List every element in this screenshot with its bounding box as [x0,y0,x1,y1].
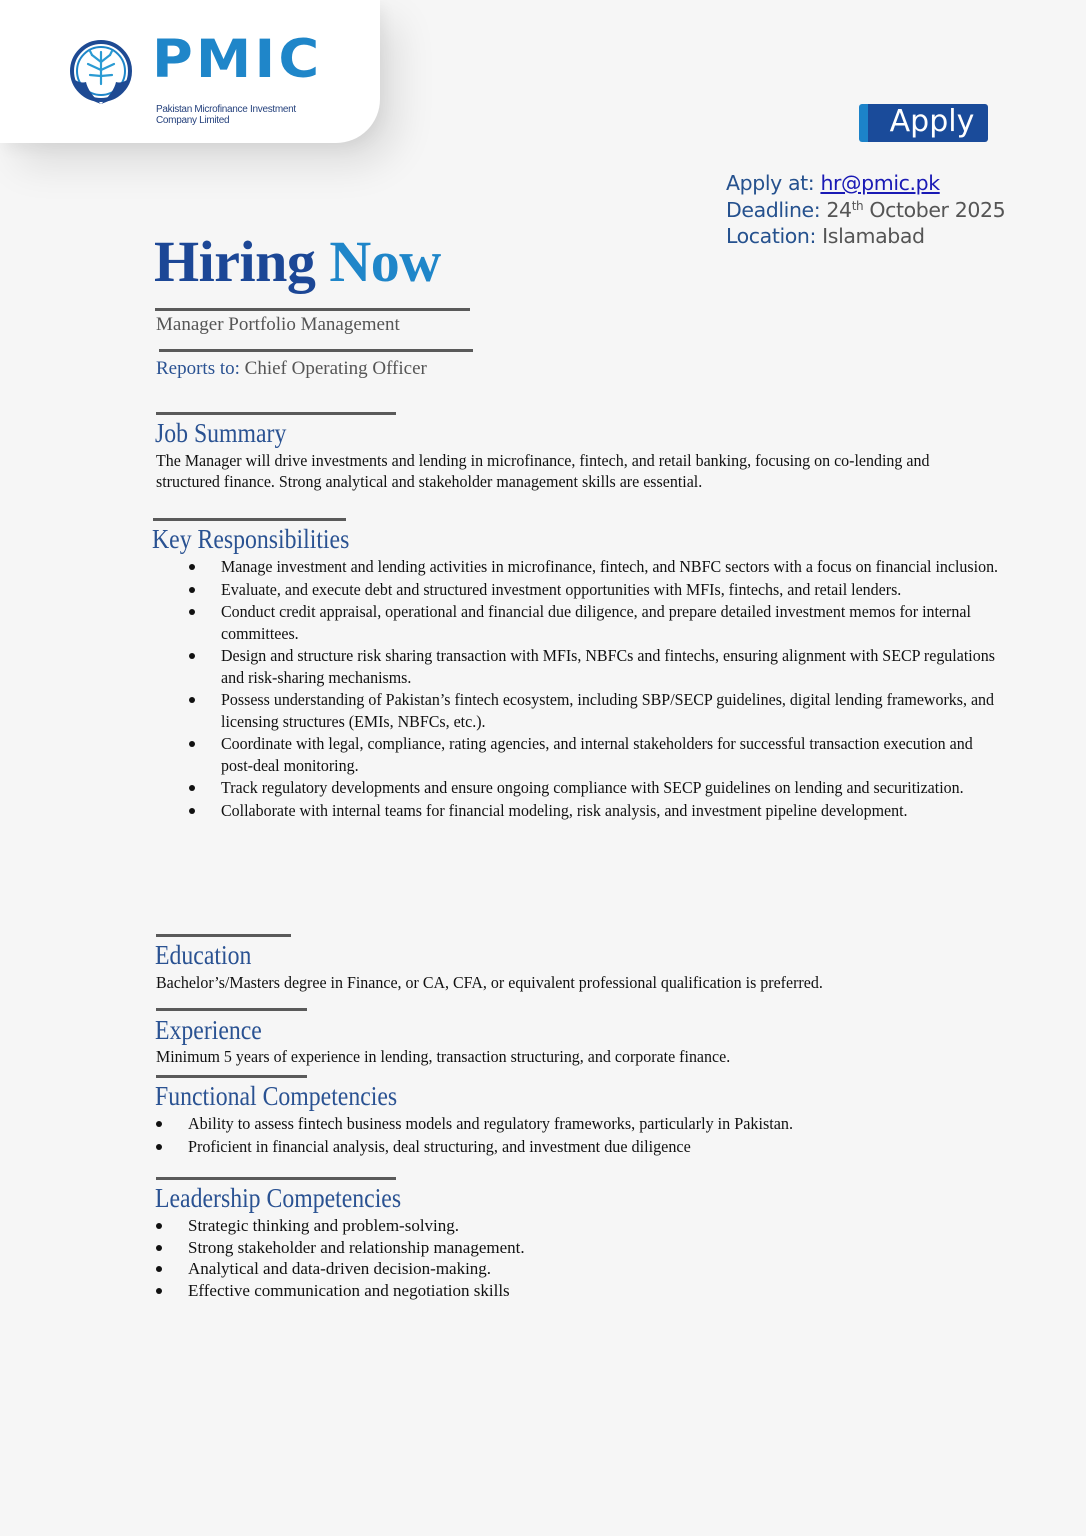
divider [155,308,470,311]
list-item: Proficient in financial analysis, deal structuring, and investment due diligence [155,1136,948,1158]
list-item: Analytical and data-driven decision-making. [155,1258,688,1280]
bullet-icon [189,697,195,703]
list-item: Strong stakeholder and relationship management. [155,1237,688,1259]
list-item: Effective communication and negotiation skills [155,1280,688,1302]
list-item: Design and structure risk sharing transaction with MFIs, NBFCs and fintechs, ensuring alignment with SECP regulations and risk-sharing mechanisms. [155,645,1011,688]
bullet-icon [156,1223,162,1229]
logo-wordmark: PMIC [152,29,323,90]
deadline-rest: October 2025 [869,197,1006,222]
functional-competencies-list [155,1113,948,1159]
divider [156,412,396,415]
functional-competencies-heading: Functional Competencies [155,1081,398,1111]
list-item: Strategic thinking and problem-solving. [155,1215,688,1237]
reports-to-label: Reports to: [156,358,240,379]
divider [156,934,291,937]
apply-info [726,170,1005,250]
apply-at-label: Apply at: [726,171,815,195]
location-label: Location: [726,224,817,248]
leadership-competencies-list [155,1215,688,1301]
reports-to [156,358,427,380]
bullet-icon [156,1121,162,1127]
header-card [0,0,380,143]
list-item: Collaborate with internal teams for financial modeling, risk analysis, and investment pipeline development. [155,800,1011,822]
bullet-icon [189,587,195,593]
experience-text: Minimum 5 years of experience in lending, transaction structuring, and corporate finance. [156,1047,731,1066]
list-item: Conduct credit appraisal, operational and financial due diligence, and prepare detailed investment memos for internal committees. [155,601,1011,644]
bullet-icon [156,1266,162,1272]
logo-subtitle: Pakistan Microfinance Investment Company Limited [156,104,296,126]
education-text: Bachelor’s/Masters degree in Finance, or CA, CFA, or equivalent professional qualification is preferred. [156,973,823,992]
apply-at-line [726,170,1005,197]
list-item: Evaluate, and execute debt and structured investment opportunities with MFIs, fintechs, and retail lenders. [155,579,1011,601]
leadership-competencies-heading: Leadership Competencies [155,1183,402,1213]
education-heading: Education [155,940,252,970]
deadline-label: Deadline: [726,197,821,222]
role-title: Manager Portfolio Management [156,314,400,335]
bullet-icon [156,1245,162,1251]
headline-word-1: Hiring [154,229,316,294]
deadline-line [726,197,1005,224]
apply-email-link[interactable]: hr@pmic.pk [820,171,940,195]
bullet-icon [189,653,195,659]
list-item: Possess understanding of Pakistan’s fintech ecosystem, including SBP/SECP guidelines, digital lending frameworks, and licensing structures (EMIs, NBFCs, etc.). [155,689,1011,732]
apply-button[interactable]: Apply [859,104,988,142]
bullet-icon [189,741,195,747]
reports-to-value: Chief Operating Officer [244,358,427,379]
location-value: Islamabad [822,224,925,248]
list-item: Ability to assess fintech business models and regulatory frameworks, particularly in Pakistan. [155,1113,948,1135]
pmic-logo-icon [66,40,136,106]
bullet-icon [156,1144,162,1150]
headline-word-2: Now [329,229,441,294]
bullet-icon [189,808,195,814]
list-item: Coordinate with legal, compliance, rating agencies, and internal stakeholders for successful transaction execution and post-deal monitoring. [155,733,1011,776]
job-summary-heading: Job Summary [155,418,287,448]
list-item: Track regulatory developments and ensure ongoing compliance with SECP guidelines on lending and securitization. [155,777,1011,799]
location-line [726,223,1005,250]
key-responsibilities-list [155,556,1011,822]
deadline-day: 24 [826,197,852,222]
bullet-icon [156,1288,162,1294]
divider [159,349,473,352]
job-summary-text: The Manager will drive investments and lending in microfinance, fintech, and retail banking, focusing on co-lending and structured finance. Strong analytical and stakeholder management skills are essential. [156,451,930,491]
divider [156,1075,307,1078]
divider [156,1177,396,1180]
deadline-suffix: th [851,198,864,213]
divider [153,518,346,521]
bullet-icon [189,609,195,615]
divider [156,1008,307,1011]
bullet-icon [189,785,195,791]
bullet-icon [189,564,195,570]
key-responsibilities-heading: Key Responsibilities [152,524,350,554]
page-title [154,224,441,300]
list-item: Manage investment and lending activities in microfinance, fintech, and NBFC sectors with a focus on financial inclusion. [155,556,1011,578]
experience-heading: Experience [155,1015,262,1045]
